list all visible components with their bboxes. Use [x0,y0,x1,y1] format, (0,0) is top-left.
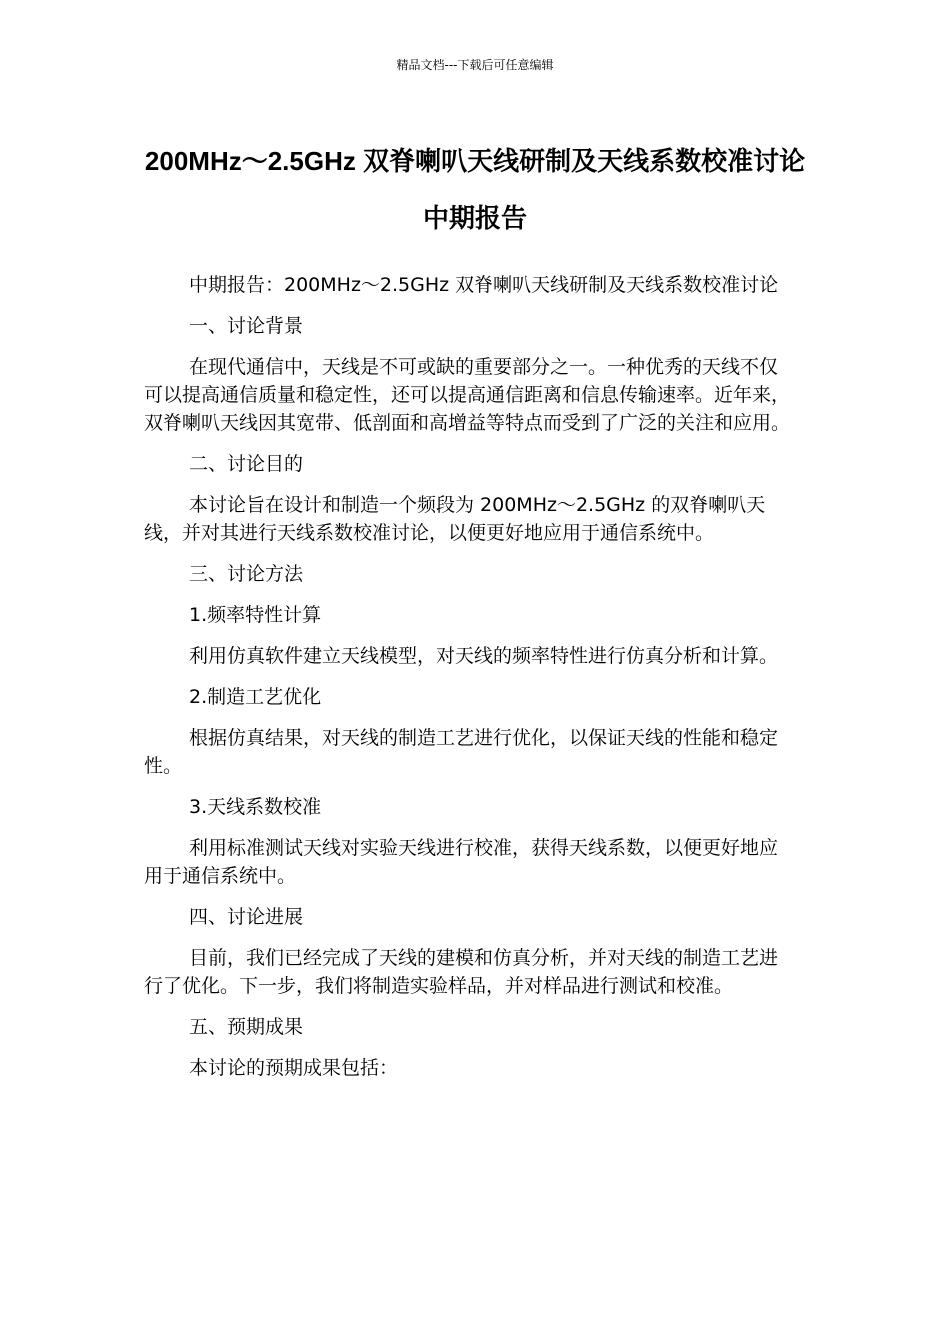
subheading-frequency: 1.频率特性计算 [189,604,322,626]
section-heading-outcomes: 五、预期成果 [189,1016,304,1038]
subheading-manufacturing: 2.制造工艺优化 [189,686,322,708]
paragraph-outcomes: 本讨论的预期成果包括： [189,1057,399,1079]
paragraph-manufacturing: 根据仿真结果，对天线的制造工艺进行优化，以保证天线的性能和稳定性。 [144,727,779,777]
section-heading-background: 一、讨论背景 [189,315,304,337]
document-title: 200MHz～2.5GHz 双脊喇叭天线研制及天线系数校准讨论中期报告 [144,146,806,233]
paragraph-purpose: 本讨论旨在设计和制造一个频段为 200MHz～2.5GHz 的双脊喇叭天线，并对其进行天线系数校准讨论，以便更好地应用于通信系统中。 [144,494,766,544]
page-header: 精品文档---下载后可任意编辑 [396,58,554,72]
paragraph-progress: 目前，我们已经完成了天线的建模和仿真分析，并对天线的制造工艺进行了优化。下一步，我们将制造实验样品，并对样品进行测试和校准。 [144,947,779,997]
paragraph-frequency: 利用仿真软件建立天线模型，对天线的频率特性进行仿真分析和计算。 [189,645,779,667]
section-heading-method: 三、讨论方法 [189,563,304,585]
section-heading-purpose: 二、讨论目的 [189,453,304,475]
paragraph-calibration: 利用标准测试天线对实验天线进行校准，获得天线系数，以便更好地应用于通信系统中。 [144,837,779,887]
document-body [144,271,795,1095]
section-heading-progress: 四、讨论进展 [189,906,304,928]
paragraph-intro: 中期报告：200MHz～2.5GHz 双脊喇叭天线研制及天线系数校准讨论 [189,274,779,296]
subheading-calibration: 3.天线系数校准 [189,796,322,818]
paragraph-background: 在现代通信中，天线是不可或缺的重要部分之一。一种优秀的天线不仅可以提高通信质量和稳定性，还可以提高通信距离和信息传输速率。近年来，双脊喇叭天线因其宽带、低剖面和高增益等特点而受到了广泛的关注和应用。 [144,356,791,434]
